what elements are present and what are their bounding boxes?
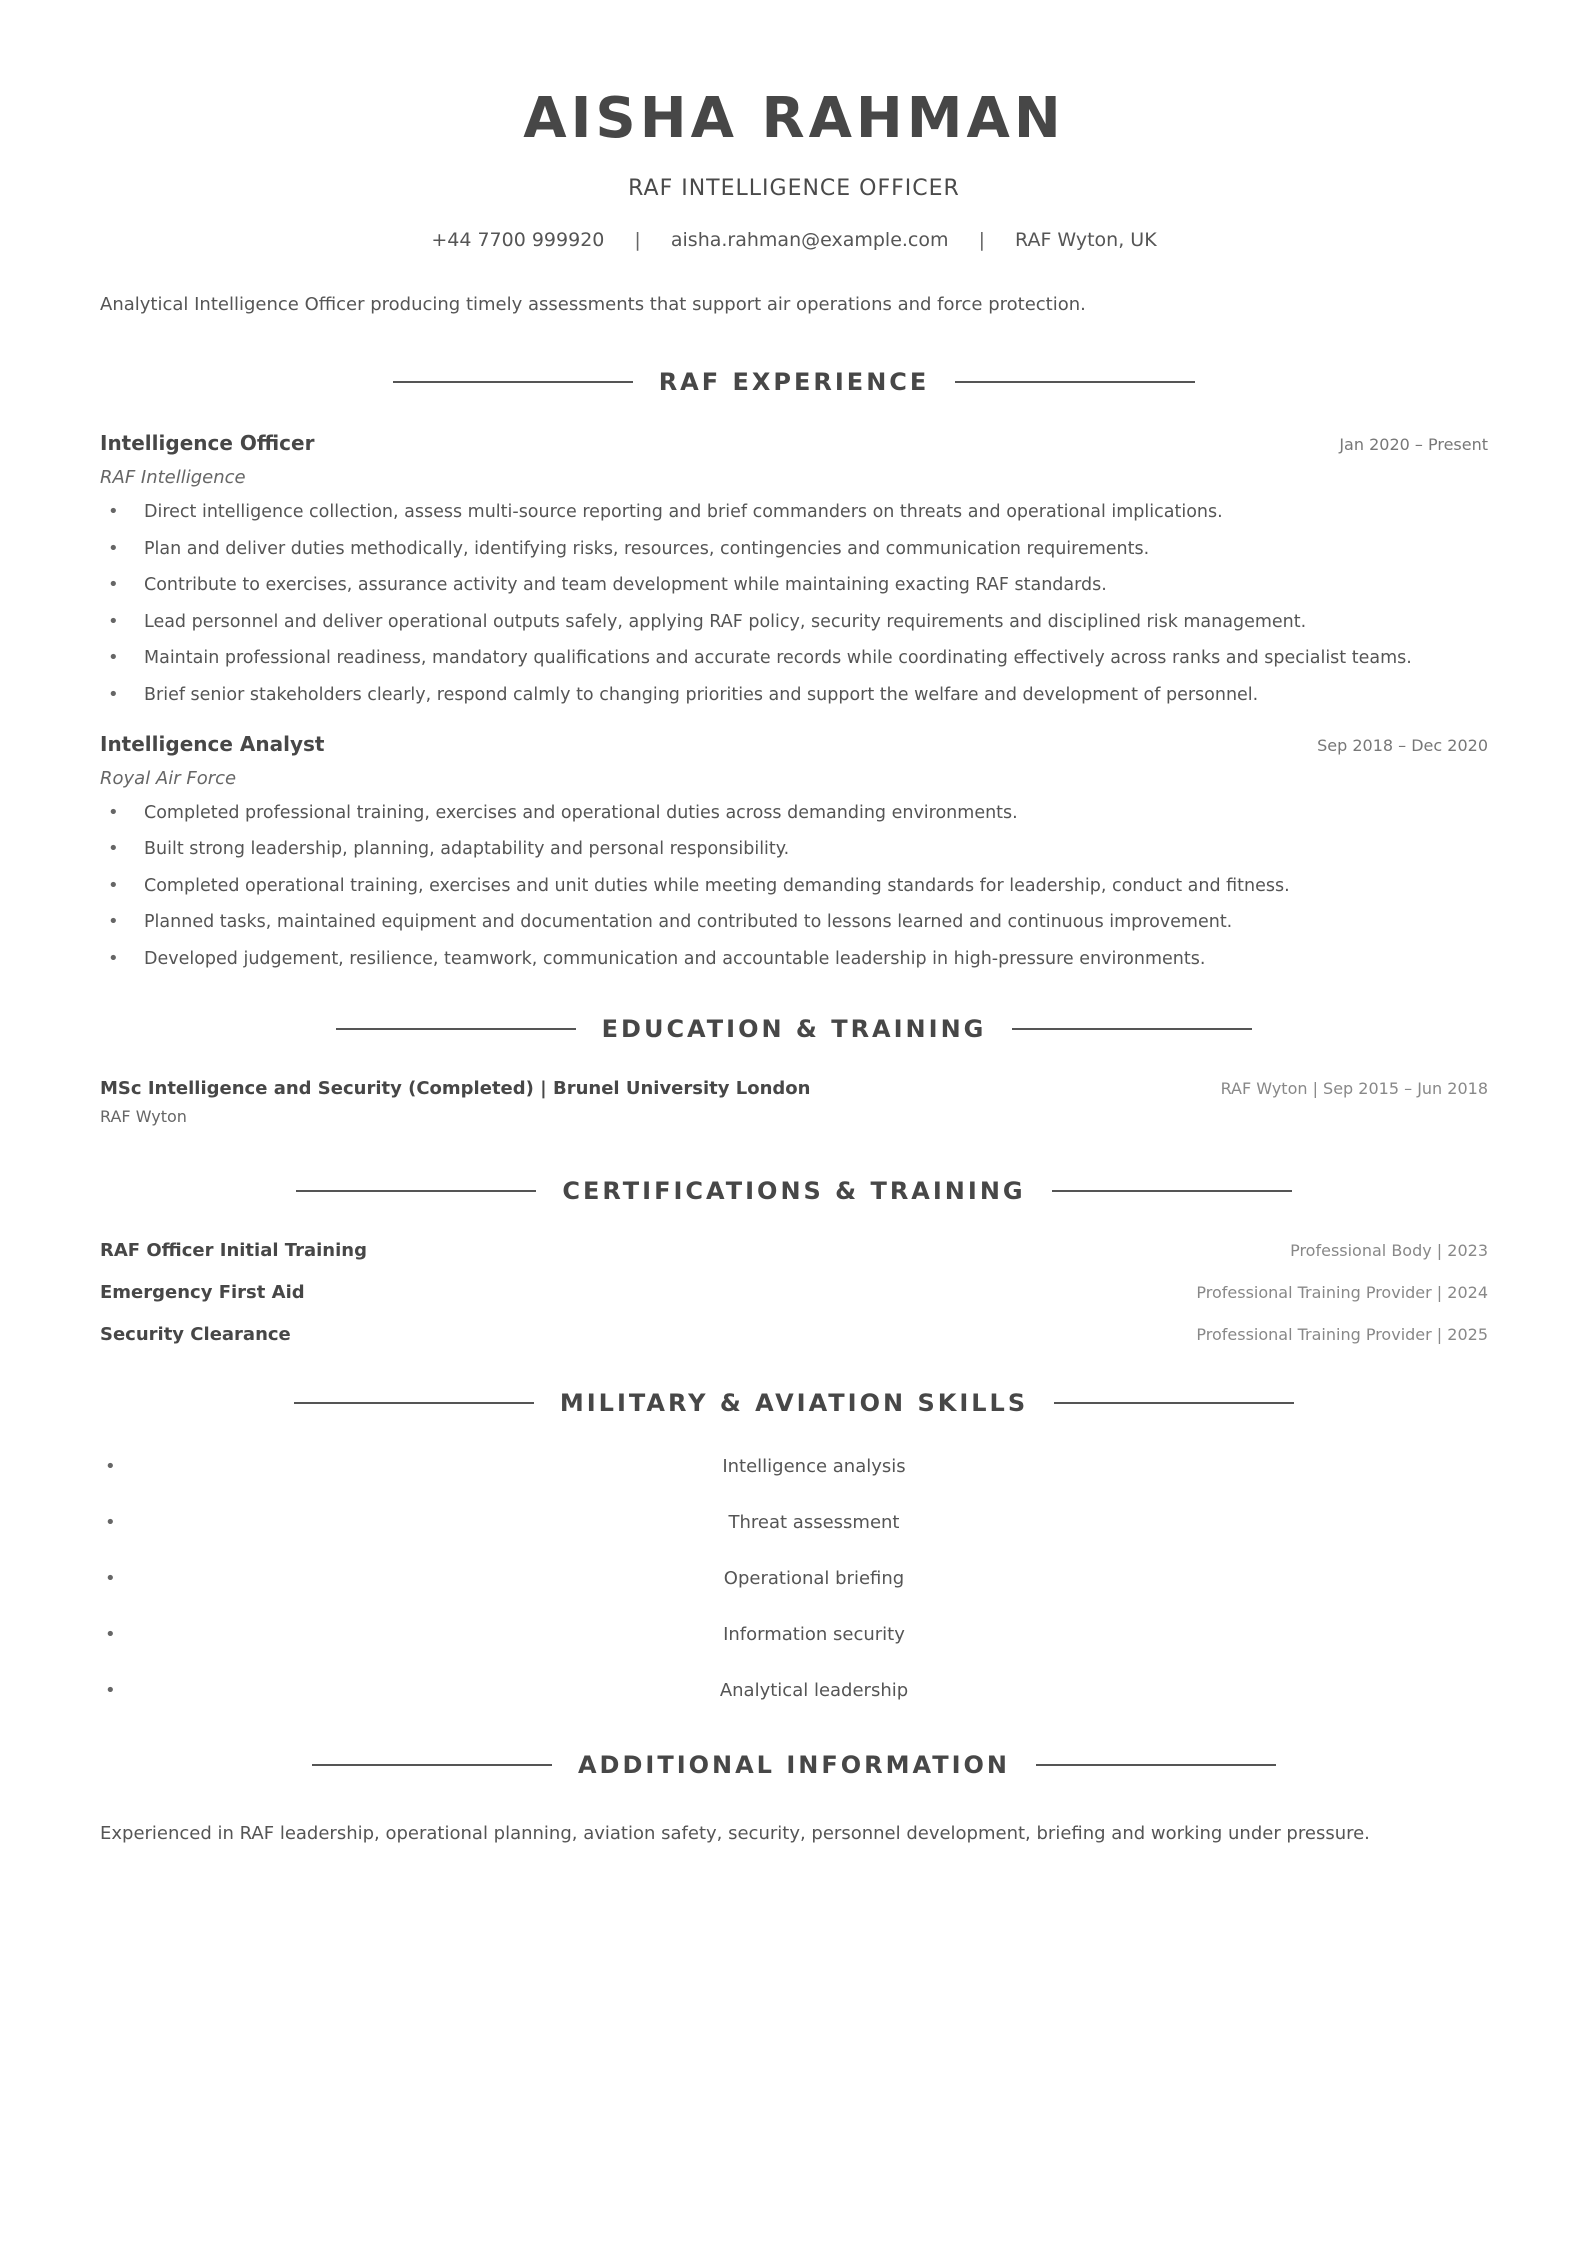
job-header	[100, 429, 1488, 457]
education-meta: RAF Wyton | Sep 2015 – Jun 2018	[1220, 1078, 1488, 1098]
job-header	[100, 730, 1488, 758]
bullet-item: • Brief senior stakeholders clearly, respond calmly to changing priorities and support the welfare and development of personnel.	[100, 682, 1488, 708]
skill-item: • Information security	[100, 1622, 1488, 1648]
job-bullets	[100, 499, 1488, 708]
section-title-education: EDUCATION & TRAINING	[601, 1014, 987, 1043]
section-title-skills: MILITARY & AVIATION SKILLS	[559, 1388, 1029, 1417]
bullet-item: • Planned tasks, maintained equipment and documentation and contributed to lessons learned and continuous improvement.	[100, 909, 1488, 935]
candidate-name: AISHA RAHMAN	[523, 86, 1065, 151]
skill-item: • Operational briefing	[100, 1566, 1488, 1592]
certification-name: RAF Officer Initial Training	[100, 1239, 367, 1261]
education-row	[100, 1076, 1488, 1102]
skill-item: • Analytical leadership	[100, 1678, 1488, 1704]
divider-rule	[1052, 1190, 1292, 1192]
profile-summary: Analytical Intelligence Officer producing timely assessments that support air operations and force protection.	[100, 294, 1086, 315]
bullet-item: • Contribute to exercises, assurance activity and team development while maintaining exacting RAF standards.	[100, 572, 1488, 598]
bullet-item: • Plan and deliver duties methodically, identifying risks, resources, contingencies and communication requirements.	[100, 536, 1488, 562]
section-heading-additional	[100, 1748, 1488, 1782]
section-heading-certifications	[100, 1174, 1488, 1208]
section-title-experience: RAF EXPERIENCE	[658, 368, 930, 396]
section-heading-experience	[100, 365, 1488, 399]
certification-meta: Professional Training Provider | 2025	[1196, 1324, 1488, 1344]
job-dates: Sep 2018 – Dec 2020	[1317, 735, 1488, 755]
section-heading-skills	[100, 1386, 1488, 1420]
bullet-item: • Lead personnel and deliver operational outputs safely, applying RAF policy, security requirements and disciplined risk management.	[100, 609, 1488, 635]
divider-rule	[1012, 1028, 1252, 1030]
certification-meta: Professional Training Provider | 2024	[1196, 1282, 1488, 1302]
divider-rule	[294, 1402, 534, 1404]
bullet-item: • Completed operational training, exercises and unit duties while meeting demanding standards for leadership, conduct and fitness.	[100, 873, 1488, 899]
contact-separator: |	[634, 229, 641, 251]
certification-row	[100, 1238, 1488, 1264]
contact-phone: +44 7700 999920	[431, 229, 605, 251]
divider-rule	[296, 1190, 536, 1192]
certification-name: Security Clearance	[100, 1323, 291, 1345]
certification-row	[100, 1322, 1488, 1348]
divider-rule	[1036, 1764, 1276, 1766]
section-heading-education	[100, 1012, 1488, 1046]
divider-rule	[312, 1764, 552, 1766]
education-entry	[100, 1076, 1488, 1128]
bullet-item: • Developed judgement, resilience, teamwork, communication and accountable leadership in high-pressure environments.	[100, 946, 1488, 972]
divider-rule	[1054, 1402, 1294, 1404]
job-title: Intelligence Analyst	[100, 731, 325, 756]
education-location: RAF Wyton	[100, 1106, 187, 1126]
certifications-list	[100, 1238, 1488, 1348]
skill-item: • Threat assessment	[100, 1510, 1488, 1536]
job-dates: Jan 2020 – Present	[1339, 435, 1488, 454]
job-bullets	[100, 800, 1488, 972]
resume-header	[100, 0, 1488, 254]
contact-email: aisha.rahman@example.com	[670, 229, 949, 251]
contact-separator: |	[978, 229, 985, 251]
job-title: Intelligence Officer	[100, 431, 315, 455]
bullet-item: • Completed professional training, exercises and operational duties across demanding environments.	[100, 800, 1488, 826]
skill-item: • Intelligence analysis	[100, 1454, 1488, 1480]
certification-name: Emergency First Aid	[100, 1281, 305, 1303]
job-organisation: Royal Air Force	[100, 767, 237, 789]
certification-meta: Professional Body | 2023	[1290, 1240, 1488, 1260]
section-title-certifications: CERTIFICATIONS & TRAINING	[562, 1176, 1026, 1205]
job-entry	[100, 429, 1488, 708]
candidate-role: RAF INTELLIGENCE OFFICER	[628, 176, 960, 201]
additional-information: Experienced in RAF leadership, operational planning, aviation safety, security, personnel development, briefing and working under pressure.	[100, 1822, 1370, 1844]
skills-list	[100, 1454, 1488, 1704]
job-organisation: RAF Intelligence	[100, 467, 246, 488]
certification-row	[100, 1280, 1488, 1306]
job-entry	[100, 730, 1488, 972]
contact-location: RAF Wyton, UK	[1015, 229, 1157, 251]
bullet-item: • Built strong leadership, planning, adaptability and personal responsibility.	[100, 836, 1488, 862]
education-degree: MSc Intelligence and Security (Completed) | Brunel University London	[100, 1077, 811, 1099]
divider-rule	[393, 381, 633, 383]
contact-line	[100, 226, 1488, 254]
divider-rule	[336, 1028, 576, 1030]
bullet-item: • Maintain professional readiness, mandatory qualifications and accurate records while coordinating effectively across ranks and specialist teams.	[100, 645, 1488, 671]
section-title-additional: ADDITIONAL INFORMATION	[577, 1750, 1011, 1779]
divider-rule	[955, 381, 1195, 383]
bullet-item: • Direct intelligence collection, assess multi-source reporting and brief commanders on threats and operational implications.	[100, 499, 1488, 525]
